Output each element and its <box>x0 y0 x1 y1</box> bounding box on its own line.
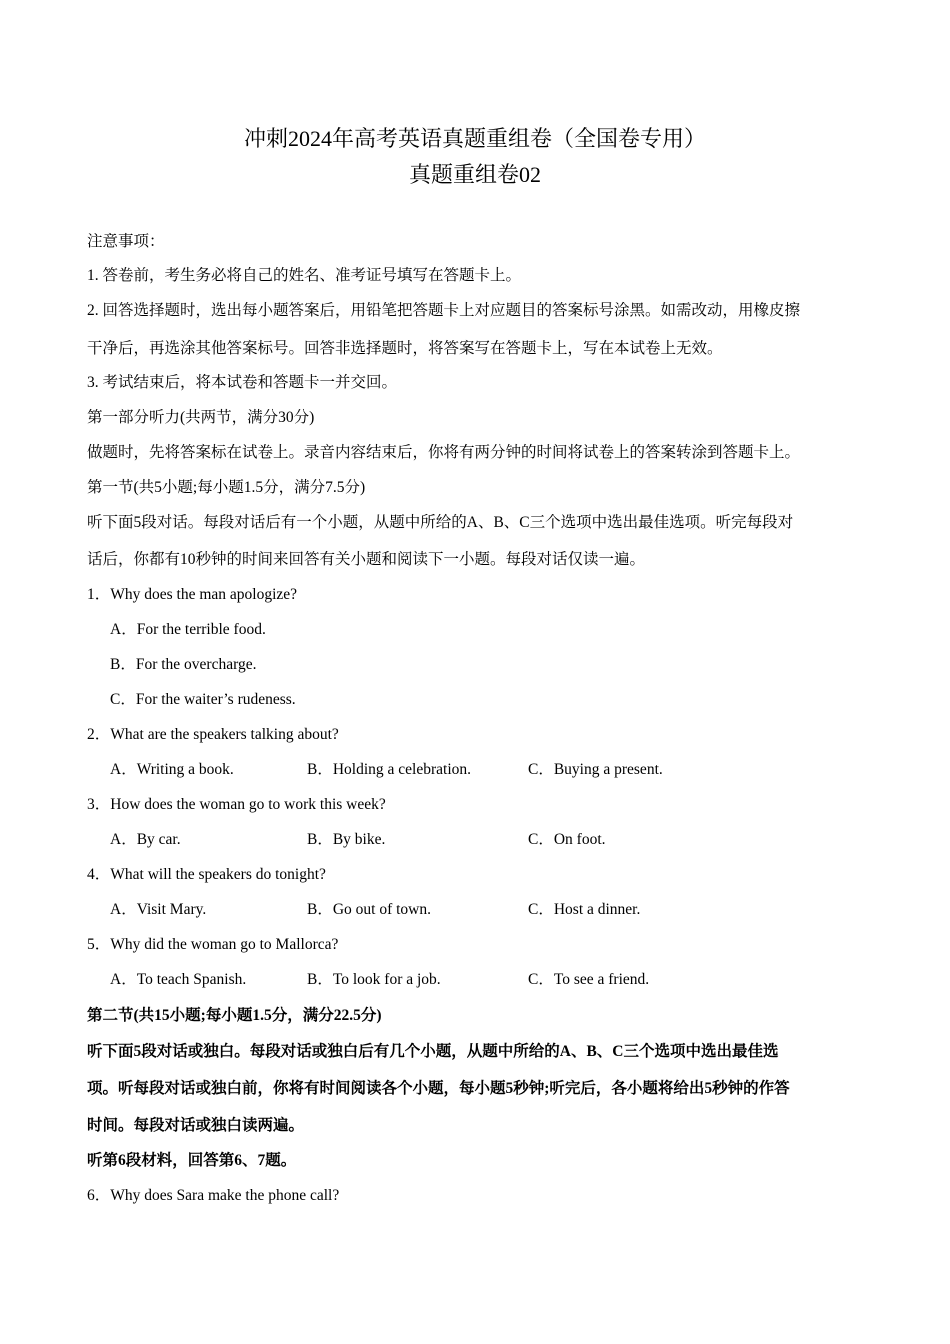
question-1-option-b: B．For the overcharge. <box>110 656 257 673</box>
part1-instruction: 做题时，先将答案标在试卷上。录音内容结束后，你将有两分钟的时间将试卷上的答案转涂到答题卡上。 <box>87 444 801 461</box>
question-2-option-b: B．Holding a celebration. <box>307 761 471 778</box>
question-3-option-a: A．By car. <box>110 831 181 848</box>
exam-subtitle: 真题重组卷02 <box>408 162 541 187</box>
section2-heading: 第二节(共15小题;每小题1.5分，满分22.5分) <box>87 1007 382 1024</box>
question-2-option-a: A．Writing a book. <box>110 761 234 778</box>
question-2-stem: 2．What are the speakers talking about? <box>87 726 339 743</box>
question-2-option-c: C．Buying a present. <box>528 761 663 778</box>
note-item-3: 3. 考试结束后，将本试卷和答题卡一并交回。 <box>87 374 398 391</box>
question-5-option-a: A．To teach Spanish. <box>110 971 247 988</box>
question-4-option-b: B．Go out of town. <box>307 901 432 918</box>
question-4-option-a: A．Visit Mary. <box>110 901 207 918</box>
note-item-2-line-2: 干净后，再选涂其他答案标号。回答非选择题时，将答案写在答题卡上，写在本试卷上无效。 <box>87 340 723 357</box>
question-5-option-b: B．To look for a job. <box>307 971 441 988</box>
question-5-option-c: C．To see a friend. <box>528 971 650 988</box>
question-5-stem: 5．Why did the woman go to Mallorca? <box>87 936 339 953</box>
question-3-stem: 3．How does the woman go to work this week? <box>87 796 386 813</box>
exam-title: 冲刺2024年高考英语真题重组卷（全国卷专用） <box>243 126 706 151</box>
question-4-stem: 4．What will the speakers do tonight? <box>87 866 326 883</box>
material-6-heading: 听第6段材料，回答第6、7题。 <box>87 1152 297 1169</box>
question-1-stem: 1．Why does the man apologize? <box>87 586 298 603</box>
note-item-1: 1. 答卷前，考生务必将自己的姓名、准考证号填写在答题卡上。 <box>87 267 522 284</box>
question-1-option-a: A．For the terrible food. <box>110 621 266 638</box>
notes-heading: 注意事项： <box>87 233 165 250</box>
section1-instruction-line-2: 话后，你都有10秒钟的时间来回答有关小题和阅读下一小题。每段对话仅读一遍。 <box>87 551 646 568</box>
question-6-stem: 6．Why does Sara make the phone call? <box>87 1187 340 1204</box>
section1-heading: 第一节(共5小题;每小题1.5分，满分7.5分) <box>87 479 366 496</box>
question-3-option-c: C．On foot. <box>528 831 606 848</box>
section2-instruction-line-3: 时间。每段对话或独白读两遍。 <box>87 1117 305 1134</box>
part1-heading: 第一部分听力(共两节，满分30分) <box>87 409 315 426</box>
question-3-option-b: B．By bike. <box>307 831 386 848</box>
question-4-option-c: C．Host a dinner. <box>528 901 641 918</box>
note-item-2-line-1: 2. 回答选择题时，选出每小题答案后，用铅笔把答题卡上对应题目的答案标号涂黑。如需改动，用橡皮擦 <box>87 302 801 319</box>
question-1-option-c: C．For the waiter’s rudeness. <box>110 691 296 708</box>
section1-instruction-line-1: 听下面5段对话。每段对话后有一个小题，从题中所给的A、B、C三个选项中选出最佳选项。听完每段对 <box>87 514 794 531</box>
section2-instruction-line-1: 听下面5段对话或独白。每段对话或独白后有几个小题，从题中所给的A、B、C三个选项中选出最佳选 <box>87 1043 779 1060</box>
section2-instruction-line-2: 项。听每段对话或独白前，你将有时间阅读各个小题，每小题5秒钟;听完后，各小题将给出5秒钟的作答 <box>87 1080 790 1097</box>
